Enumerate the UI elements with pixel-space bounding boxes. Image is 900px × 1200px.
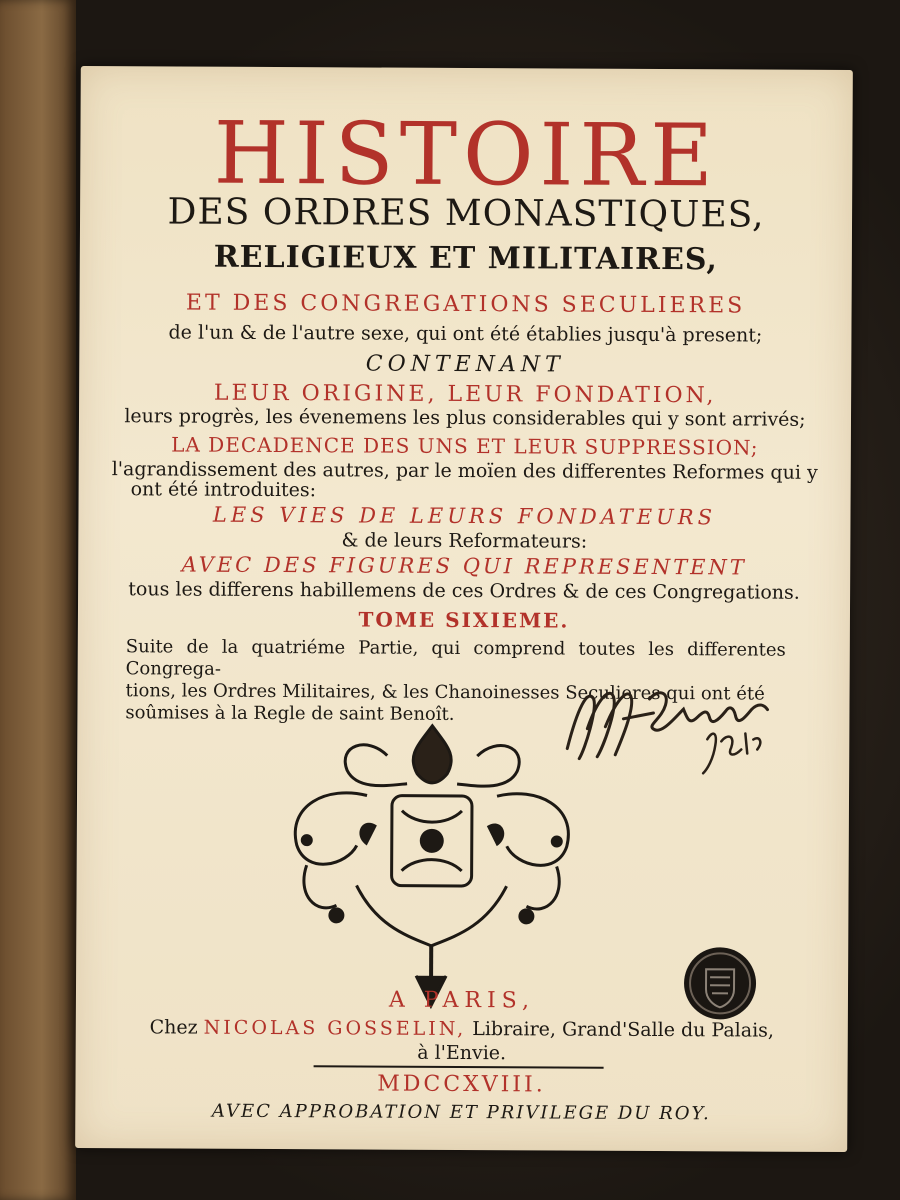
imprint-sign: à l'Envie. [417, 1041, 507, 1065]
main-title: HISTOIRE [213, 103, 720, 207]
subtitle-line-7: LA DECADENCE DES UNS ET LEUR SUPPRESSION; [171, 432, 759, 460]
book-cover-edge [0, 0, 76, 1200]
subtitle-line-9: ont été introduites: [130, 478, 317, 502]
subtitle-line-11: & de leurs Reformateurs: [341, 529, 588, 553]
subtitle-line-4: de l'un & de l'autre sexe, qui ont été établies jusqu'à present; [168, 321, 763, 347]
title-page [75, 66, 853, 1152]
volume-label: TOME SIXIEME. [358, 607, 570, 633]
volume-description: Suite de la quatriéme Partie, qui comprend toutes les differentes Congrega- tions, les Ordres Militaires, & les Chanoinesses Seculieres qui ont été soûmises à la Regle de saint Benoît. [125, 636, 786, 725]
subtitle-line-13: tous les differens habillemens de ces Ordres & de ces Congregations. [128, 578, 800, 604]
subtitle-line-6: leurs progrès, les évenemens les plus considerables qui y sont arrivés; [124, 405, 806, 431]
imprint-year: MDCCXVIII. [377, 1071, 546, 1098]
subtitle-line-2: RELIGIEUX ET MILITAIRES, [213, 239, 719, 278]
subtitle-line-5: LEUR ORIGINE, LEUR FONDATION, [213, 380, 717, 409]
subtitle-line-3: ET DES CONGREGATIONS SECULIERES [185, 290, 746, 319]
imprint-privilege: AVEC APPROBATION ET PRIVILEGE DU ROY. [211, 1100, 711, 1125]
subtitle-line-8: l'agrandissement des autres, par le moïen des differentes Reformes qui y [111, 458, 818, 484]
imprint-address: Libraire, Grand'Salle du Palais, [472, 1018, 775, 1042]
imprint-publisher: NICOLAS GOSSELIN, [203, 1016, 467, 1041]
imprint-publisher-line [76, 1018, 848, 1041]
printers-ornament [266, 715, 598, 1017]
subtitle-line-1: DES ORDRES MONASTIQUES, [167, 191, 765, 236]
contenant-heading: CONTENANT [365, 351, 565, 378]
subtitle-line-10: LES VIES DE LEURS FONDATEURS [212, 502, 717, 530]
subtitle-line-12: AVEC DES FIGURES QUI REPRESENTENT [181, 552, 747, 580]
imprint-city: A PARIS, [388, 987, 536, 1014]
imprint-chez: Chez [149, 1016, 198, 1039]
imprint-rule [314, 1065, 604, 1069]
